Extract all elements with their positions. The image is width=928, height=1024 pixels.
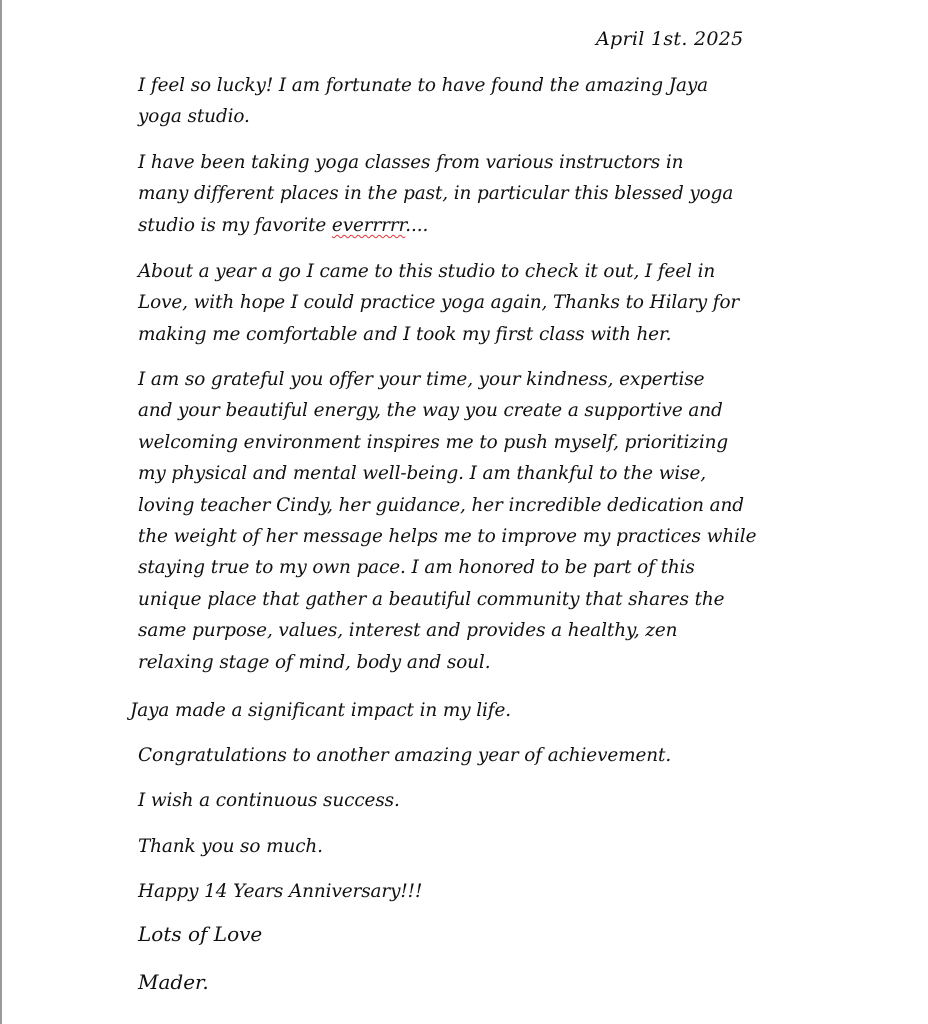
text-line: welcoming environment inspires me to push myself, prioritizing xyxy=(138,431,729,453)
letter-signature: Mader. xyxy=(138,970,209,994)
paragraph-4 xyxy=(138,364,798,678)
letter-date: April 1st. 2025 xyxy=(596,28,744,50)
text-line: relaxing stage of mind, body and soul. xyxy=(138,651,491,673)
text-line: About a year a go I came to this studio to check it out, I feel in xyxy=(138,261,716,282)
paragraph-3 xyxy=(138,256,798,350)
paragraph-5 xyxy=(130,695,790,726)
paragraph-8 xyxy=(138,831,798,862)
paragraph-6 xyxy=(138,740,798,771)
text-line: the weight of her message helps me to improve my practices while xyxy=(138,526,757,548)
text-line: staying true to my own pace. I am honored to be part of this xyxy=(138,557,695,579)
text-line: many different places in the past, in particular this blessed yoga xyxy=(138,183,734,205)
text-fragment: studio is my favorite xyxy=(138,214,332,236)
text-line: Congratulations to another amazing year of achievement. xyxy=(138,745,672,766)
text-line: yoga studio. xyxy=(138,106,250,128)
paragraph-1 xyxy=(138,70,798,133)
text-line: Love, with hope I could practice yoga again, Thanks to Hilary for xyxy=(138,292,740,314)
text-line: I wish a continuous success. xyxy=(138,790,400,811)
text-line: I am so grateful you offer your time, your kindness, expertise xyxy=(138,369,705,390)
paragraph-2 xyxy=(138,147,798,241)
paragraph-9 xyxy=(138,876,798,907)
misspelled-word: everrrrr xyxy=(331,214,406,236)
text-fragment: .... xyxy=(405,214,429,236)
text-line: my physical and mental well-being. I am thankful to the wise, xyxy=(138,463,707,485)
text-line: same purpose, values, interest and provides a healthy, zen xyxy=(138,620,678,642)
text-line: Jaya made a significant impact in my life. xyxy=(130,700,512,721)
text-line: unique place that gather a beautiful community that shares the xyxy=(138,588,725,610)
text-line: Happy 14 Years Anniversary!!! xyxy=(138,881,423,902)
text-line: I feel so lucky! I am fortunate to have found the amazing Jaya xyxy=(138,75,709,96)
text-line: making me comfortable and I took my first class with her. xyxy=(138,323,672,345)
text-line: I have been taking yoga classes from various instructors in xyxy=(138,152,684,173)
text-line: Thank you so much. xyxy=(138,836,323,857)
text-line: loving teacher Cindy, her guidance, her incredible dedication and xyxy=(138,494,744,516)
text-line xyxy=(138,210,798,241)
letter-closing: Lots of Love xyxy=(138,922,263,946)
paragraph-7 xyxy=(138,785,798,816)
text-line: and your beautiful energy, the way you create a supportive and xyxy=(138,400,723,422)
page-left-border xyxy=(0,0,2,1024)
